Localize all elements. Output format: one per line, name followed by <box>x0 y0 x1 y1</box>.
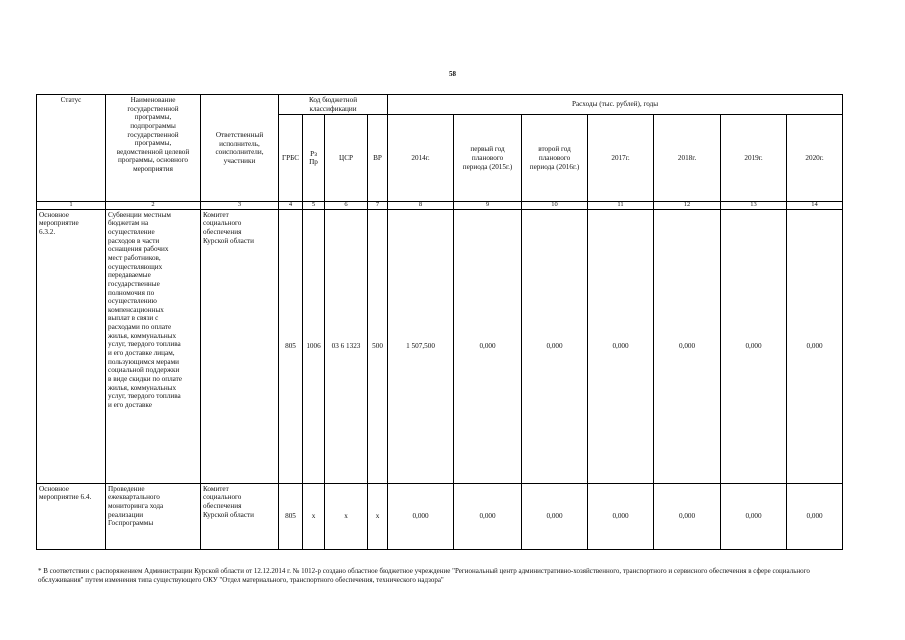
row-value-2015: 0,000 <box>454 483 522 549</box>
header-executor: Ответственный исполнитель, соисполнители, участники <box>201 95 279 202</box>
row-status: Основное мероприятие 6.4. <box>37 483 106 549</box>
column-number: 11 <box>588 202 654 210</box>
header-year-2019: 2019г. <box>721 115 787 202</box>
column-number: 5 <box>303 202 325 210</box>
row-value-2018: 0,000 <box>654 209 721 483</box>
row-name: Проведение ежеквартального мониторинга хода реализации Госпрограммы <box>106 483 201 549</box>
header-csr: ЦСР <box>325 115 368 202</box>
header-year-2017: 2017г. <box>588 115 654 202</box>
row-rzpr: x <box>303 483 325 549</box>
column-number: 3 <box>201 202 279 210</box>
column-number: 7 <box>368 202 388 210</box>
header-name: Наименование государственной программы, подпрограммы государственной программы, ведомственной целевой программы, основного мероприятия <box>106 95 201 202</box>
row-csr: 03 6 1323 <box>325 209 368 483</box>
row-executor: Комитет социального обеспечения Курской области <box>201 483 279 549</box>
column-number: 10 <box>522 202 588 210</box>
column-number: 13 <box>721 202 787 210</box>
row-grbs: 805 <box>279 483 303 549</box>
row-value-2020: 0,000 <box>787 483 843 549</box>
row-rzpr: 1006 <box>303 209 325 483</box>
column-number: 14 <box>787 202 843 210</box>
column-number: 6 <box>325 202 368 210</box>
budget-table <box>36 94 843 550</box>
column-number: 8 <box>388 202 454 210</box>
column-number: 2 <box>106 202 201 210</box>
column-number: 12 <box>654 202 721 210</box>
header-year-2016: второй год планового периода (2016г.) <box>522 115 588 202</box>
page-number: 58 <box>449 70 456 78</box>
header-expenses: Расходы (тыс. рублей), годы <box>388 95 843 115</box>
header-status: Статус <box>37 95 106 202</box>
table-row <box>37 209 843 483</box>
header-year-2018: 2018г. <box>654 115 721 202</box>
row-name: Субвенции местным бюджетам на осуществление расходов в части оснащения рабочих мест работников, осуществляющих передаваемые государственные полномочия по осуществлению компенсационных выплат в связи с расходами по оплате жилья, коммунальных услуг, твердого топлива и его доставке лицам, пользующимся мерами социальной поддержки в виде скидки по оплате жилья, коммунальных услуг, твердого топлива и его доставке <box>106 209 201 483</box>
column-number: 9 <box>454 202 522 210</box>
header-budget-code: Код бюджетной классификации <box>279 95 388 115</box>
column-number-row <box>37 202 843 210</box>
header-year-2020: 2020г. <box>787 115 843 202</box>
row-status: Основное мероприятие 6.3.2. <box>37 209 106 483</box>
footnote: * В соответствии с распоряжением Администрации Курской области от 12.12.2014 г. № 1012-р создано областное бюджетное учреждение "Региональный центр административно-хозяйственного, транспортного и сервисного обеспечения в сфере социального обслуживания" путем изменения типа существующего ОКУ "Отдел материального, транспортного обеспечения, технического надзора" <box>38 567 810 585</box>
row-value-2014: 1 507,500 <box>388 209 454 483</box>
row-vr: 500 <box>368 209 388 483</box>
row-value-2015: 0,000 <box>454 209 522 483</box>
table-row <box>37 483 843 549</box>
row-value-2020: 0,000 <box>787 209 843 483</box>
header-grbs: ГРБС <box>279 115 303 202</box>
row-executor: Комитет социального обеспечения Курской области <box>201 209 279 483</box>
header-rzpr: Рз Пр <box>303 115 325 202</box>
column-number: 4 <box>279 202 303 210</box>
row-value-2016: 0,000 <box>522 209 588 483</box>
row-value-2016: 0,000 <box>522 483 588 549</box>
row-value-2019: 0,000 <box>721 483 787 549</box>
row-value-2014: 0,000 <box>388 483 454 549</box>
header-vr: ВР <box>368 115 388 202</box>
row-value-2017: 0,000 <box>588 209 654 483</box>
row-value-2017: 0,000 <box>588 483 654 549</box>
row-value-2018: 0,000 <box>654 483 721 549</box>
row-csr: x <box>325 483 368 549</box>
header-row-1 <box>37 95 843 115</box>
column-number: 1 <box>37 202 106 210</box>
row-value-2019: 0,000 <box>721 209 787 483</box>
header-year-2014: 2014г. <box>388 115 454 202</box>
row-vr: x <box>368 483 388 549</box>
row-grbs: 805 <box>279 209 303 483</box>
header-year-2015: первый год планового периода (2015г.) <box>454 115 522 202</box>
